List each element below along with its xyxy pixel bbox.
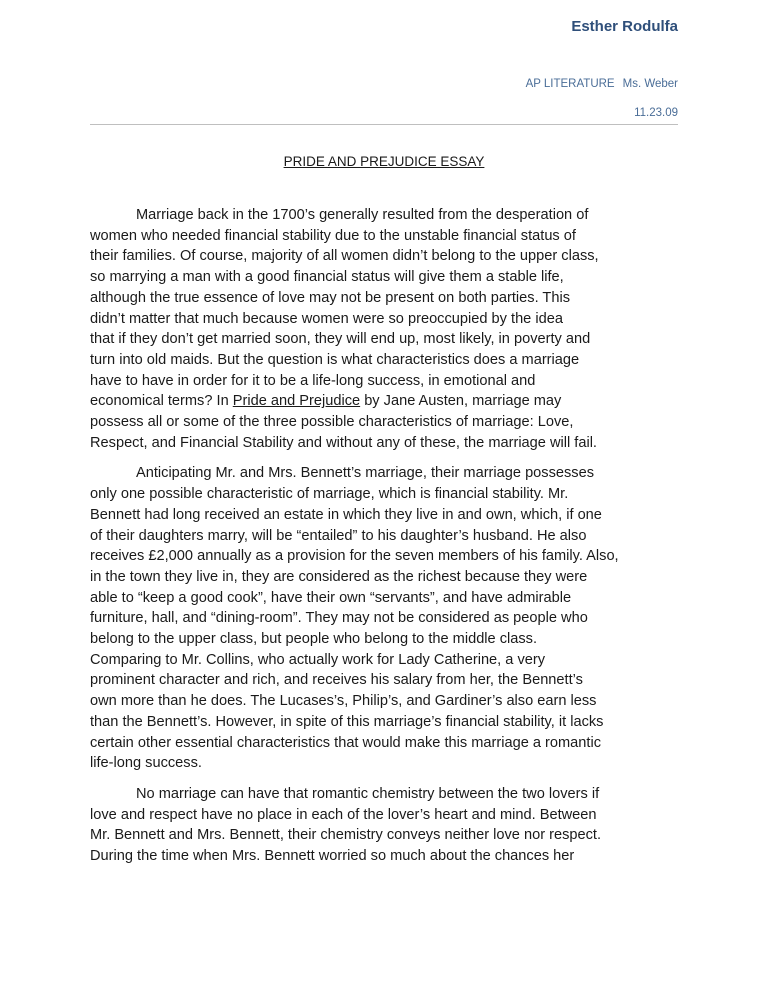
paragraph-line: didn’t matter that much because women were so preoccupied by the idea: [90, 310, 563, 327]
paragraph-line: belong to the upper class, but people who belong to the middle class.: [90, 631, 538, 648]
text-fragment: by Jane Austen, marriage may: [360, 393, 562, 410]
paragraph-line: certain other essential characteristics that would make this marriage a romantic: [90, 734, 602, 751]
paragraph-line: than the Bennett’s. However, in spite of this marriage’s financial stability, it lacks: [90, 713, 604, 730]
paragraph-line: life-long success.: [90, 755, 202, 772]
header-divider: [90, 124, 678, 125]
paragraph-line: Comparing to Mr. Collins, who actually work for Lady Catherine, a very: [90, 651, 546, 668]
essay-title: PRIDE AND PREJUDICE ESSAY: [283, 154, 485, 169]
text-fragment: economical terms? In: [90, 393, 233, 410]
paragraph-line: their families. Of course, majority of all women didn’t belong to the upper class,: [90, 248, 599, 265]
paragraph-line: No marriage can have that romantic chemistry between the two lovers if: [136, 785, 600, 802]
paragraph-line: prominent character and rich, and receives his salary from her, the Bennett’s: [90, 672, 583, 689]
paragraph-line: that if they don’t get married soon, they will end up, most likely, in poverty and: [90, 331, 591, 348]
essay-date: 11.23.09: [634, 107, 678, 119]
paragraph-line: own more than he does. The Lucases’s, Philip’s, and Gardiner’s also earn less: [90, 693, 597, 710]
paragraph-line: Respect, and Financial Stability and without any of these, the marriage will fail.: [90, 434, 597, 451]
paragraph-line: [90, 391, 686, 412]
paragraph-line: Marriage back in the 1700’s generally resulted from the desperation of: [136, 207, 589, 223]
paragraph-line: only one possible characteristic of marriage, which is financial stability. Mr.: [90, 486, 569, 503]
essay-body: [90, 205, 686, 877]
teacher-name: Ms. Weber: [622, 78, 678, 90]
book-title: Pride and Prejudice: [232, 393, 361, 410]
paragraph-3: [90, 784, 686, 867]
paragraph-line: so marrying a man with a good financial status will give them a stable life,: [90, 269, 564, 286]
paragraph-line: Anticipating Mr. and Mrs. Bennett’s marriage, their marriage possesses: [136, 465, 595, 482]
paragraph-line: able to “keep a good cook”, have their own “servants”, and have admirable: [90, 589, 572, 606]
paragraph-line: Mr. Bennett and Mrs. Bennett, their chemistry conveys neither love nor respect.: [90, 827, 602, 844]
paragraph-line: furniture, hall, and “dining-room”. They may not be considered as people who: [90, 610, 588, 627]
paragraph-line: although the true essence of love may not be present on both parties. This: [90, 289, 571, 306]
paragraph-line: of their daughters marry, will be “entailed” to his daughter’s husband. He also: [90, 527, 587, 544]
paragraph-line: have to have in order for it to be a life-long success, in emotional and: [90, 372, 536, 389]
paragraph-1: [90, 205, 686, 453]
course-name: AP LITERATURE: [525, 78, 615, 90]
paragraph-line: women who needed financial stability due to the unstable financial status of: [90, 227, 576, 244]
paragraph-line: turn into old maids. But the question is what characteristics does a marriage: [90, 351, 580, 368]
course-line: [526, 78, 678, 90]
paragraph-line: in the town they live in, they are considered as the richest because they were: [90, 568, 588, 585]
paragraph-line: Bennett had long received an estate in which they live in and own, which, if one: [90, 506, 602, 523]
paragraph-2: [90, 463, 686, 774]
paragraph-line: possess all or some of the three possible characteristics of marriage: Love,: [90, 414, 574, 431]
paragraph-line: receives £2,000 annually as a provision for the seven members of his family. Also,: [90, 548, 619, 565]
author-name: Esther Rodulfa: [571, 18, 678, 35]
paragraph-line: love and respect have no place in each of the lover’s heart and mind. Between: [90, 806, 597, 823]
paragraph-line: During the time when Mrs. Bennett worried so much about the chances her: [90, 848, 575, 865]
